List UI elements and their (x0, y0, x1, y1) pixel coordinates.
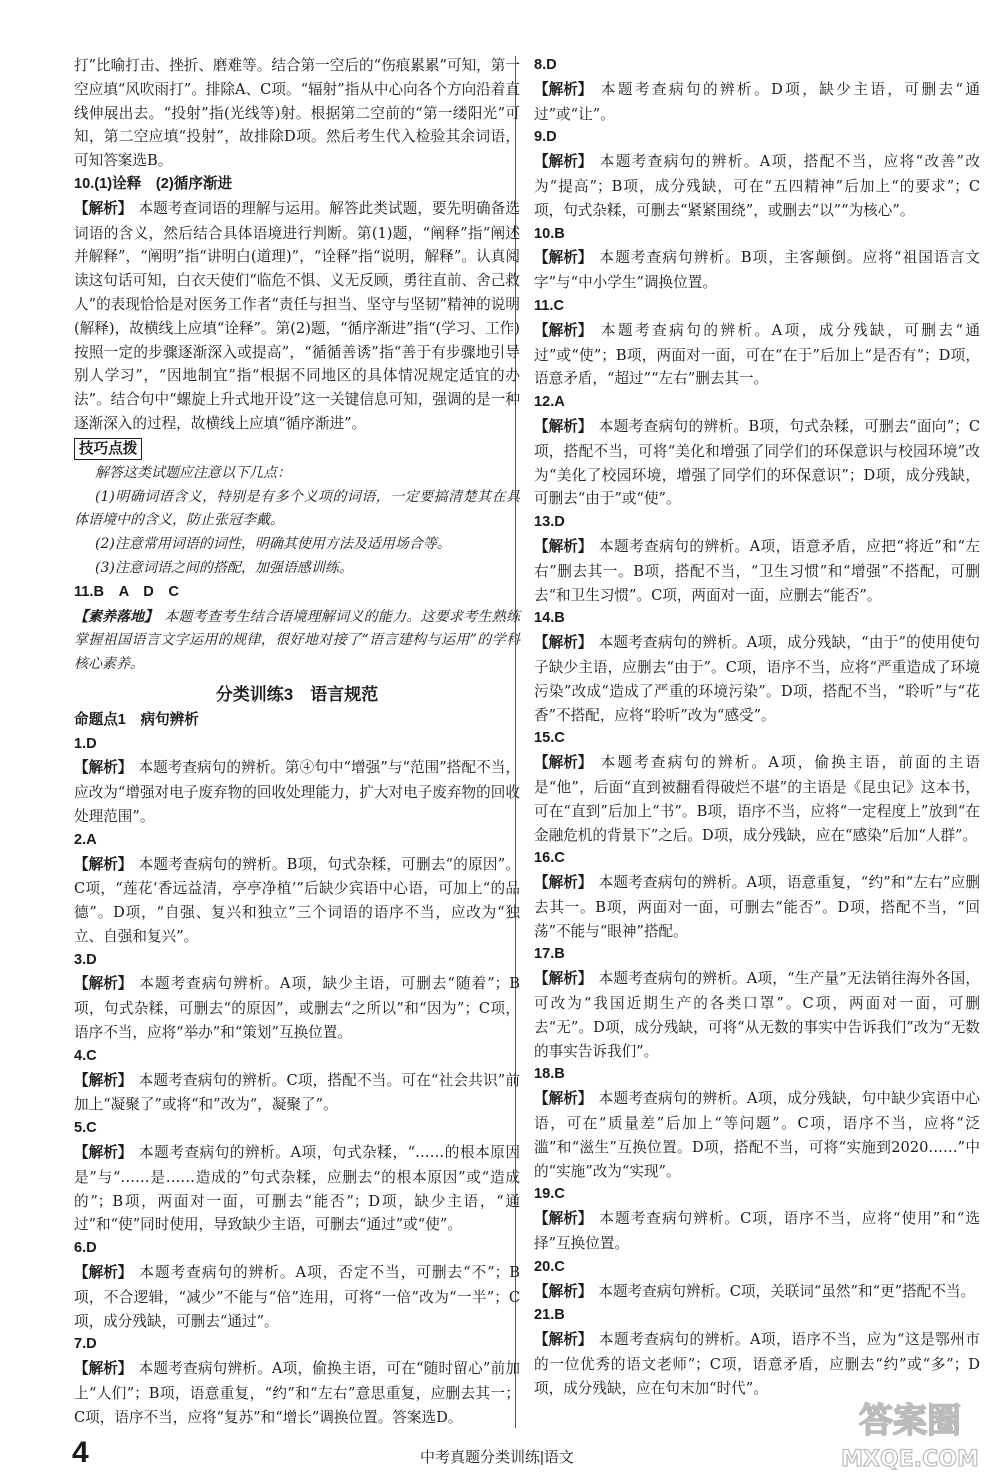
analysis-tag: 【解析】 (534, 1283, 593, 1300)
analysis-text: 本题考查病句的辨析。A项，成分残缺，句中缺少宾语中心语，可在“质量差”后加上“等问题”。C项，语序不当，应将“泛滥”和“滋生”互换位置。D项，搭配不当，可将“实施到2020……”中的“实施”改为“实现”。 (534, 1090, 980, 1180)
analysis-text: 本题考查病句的辨析。A项，句式杂糅，“……的根本原因是”与“……是……造成的”句式杂糅，应删去“的根本原因”或“造成的”；B项，两面对一面，可删去“能否”；D项，缺少主语，“通过”和“使”同时使用，导致缺少主语，可删去“通过”或“使”。 (74, 1144, 520, 1234)
question-analysis (74, 853, 520, 949)
question-answer: 1.D (74, 735, 97, 752)
question-analysis (74, 1141, 520, 1237)
analysis-tag: 【解析】 (534, 635, 593, 652)
tip-item: (3)注意词语之间的搭配，加强语感训练。 (95, 559, 353, 576)
question-analysis (534, 246, 980, 295)
literacy-text: 本题考查考生结合语境理解词义的能力。这要求考生熟练掌握祖国语言文字运用的规律，很好地对接了“语言建构与运用”的学科核心素养。 (74, 608, 520, 673)
question-answer: 4.C (74, 1047, 97, 1064)
analysis-text: 本题考查病句的辨析。A项，偷换主语，前面的主语是“他”，后面“直到被翻看得破烂不堪”的主语是《昆虫记》这本书，可在“直到”后加上“书”。B项，语序不当，应将“一定程度上”放到“在金融危机的背景下”之后。D项，成分残缺，应在“感染”后加“人群”。 (534, 754, 980, 844)
question-answer: 14.B (534, 610, 565, 627)
question-answer: 12.A (534, 394, 565, 411)
q11-analysis (74, 605, 520, 677)
q10-answer: 10.(1)诠释 (2)循序渐进 (74, 175, 233, 192)
analysis-text: 本题考查病句的辨析。A项，否定不当，可删去“不”；B项，不合逻辑，“减少”不能与“倍”连用，可将“一倍”改为“一半”；C项，成分残缺，可删去“通过”。 (74, 1264, 520, 1330)
analysis-tag: 【解析】 (534, 538, 593, 555)
question-analysis (534, 1280, 980, 1305)
analysis-tag: 【解析】 (74, 976, 133, 993)
question-analysis (534, 150, 980, 222)
question-answer: 11.C (534, 297, 565, 314)
tip-block (74, 436, 520, 581)
question-analysis (534, 967, 980, 1063)
analysis-text: 本题考查病句辨析。B项，主客颠倒。应将“祖国语言文字”与“中小学生”调换位置。 (534, 249, 980, 292)
analysis-text: 本题考查病句辨析。A项，偷换主语，可在“随时留心”前加上“人们”；B项，语意重复，“约”和“左右”意思重复，应删去其一；C项，语序不当，应将“复苏”和“增长”调换位置。答案选D。 (74, 1360, 520, 1426)
question-answer: 21.B (534, 1307, 565, 1324)
question-answer: 19.C (534, 1186, 565, 1203)
subsection-title: 命题点1 病句辨析 (74, 711, 199, 728)
question-answer: 8.D (534, 57, 557, 73)
analysis-tag: 【解析】 (74, 200, 133, 217)
question-answer: 5.C (74, 1120, 97, 1137)
question-answer: 6.D (74, 1240, 97, 1257)
question-answer: 18.B (534, 1066, 565, 1083)
q11-answer: 11.B A D C (74, 583, 179, 600)
question-answer: 9.D (534, 129, 557, 146)
left-column (74, 54, 520, 1430)
section-title: 分类训练3 语言规范 (215, 684, 379, 704)
analysis-text: 本题考查病句的辨析。A项，成分残缺，“由于”的使用使句子缺少主语，应删去“由于”。C项，语序不当，应将“严重造成了环境污染”改成“造成了严重的环境污染”。D项，搭配不当，“聆听”与“花香”不搭配，应将“聆听”改为“感受”。 (534, 634, 980, 724)
analysis-tag: 【解析】 (534, 250, 593, 267)
question-analysis (534, 415, 980, 511)
question-analysis (534, 1087, 980, 1183)
question-analysis (534, 631, 980, 727)
question-answer: 3.D (74, 951, 97, 968)
question-analysis (74, 972, 520, 1044)
analysis-tag: 【解析】 (534, 1332, 593, 1349)
question-answer: 13.D (534, 514, 565, 531)
analysis-text: 本题考查病句的辨析。A项，搭配不当，应将“改善”改为“提高”；B项，成分残缺，可在“五四精神”后加上“的要求”；C项，句式杂糅，可删去“紧紧围绕”，或删去“以”“为核心”。 (534, 153, 980, 219)
watermark-logo (840, 1392, 980, 1474)
question-analysis (534, 751, 980, 847)
question-analysis (74, 1261, 520, 1333)
analysis-tag: 【解析】 (534, 322, 593, 339)
question-analysis (534, 871, 980, 943)
question-answer: 15.C (534, 730, 565, 747)
analysis-tag: 【解析】 (534, 875, 593, 892)
analysis-tag: 【解析】 (534, 1211, 593, 1228)
analysis-tag: 【解析】 (74, 760, 133, 777)
page-number: 4 (72, 1436, 89, 1469)
analysis-text: 本题考查病句的辨析。D项，缺少主语，可删去“通过”或“让”。 (534, 80, 980, 123)
question-answer: 7.D (74, 1336, 97, 1353)
analysis-tag: 【解析】 (534, 81, 593, 98)
question-analysis (534, 1328, 980, 1400)
analysis-text: 本题考查病句的辨析。A项，成分残缺，可删去“通过”或“使”；B项，两面对一面，可在“在于”后加上“是否有”；D项，语意矛盾，“超过”“左右”删去其一。 (534, 321, 980, 388)
svg-text:MXQE.COM: MXQE.COM (841, 1447, 979, 1472)
svg-text:答案圈: 答案圈 (859, 1401, 961, 1441)
question-answer: 10.B (534, 225, 565, 242)
analysis-tag: 【解析】 (534, 154, 593, 171)
tip-item: (1)明确词语含义，特别是有多个义项的词语，一定要搞清楚其在具体语境中的含义，防止张冠李戴。 (74, 488, 520, 529)
analysis-tag: 【解析】 (74, 1361, 133, 1378)
question-analysis (74, 1069, 520, 1118)
analysis-tag: 【解析】 (534, 1091, 593, 1108)
analysis-tag: 【解析】 (74, 1072, 133, 1089)
right-items (534, 54, 980, 1401)
question-answer: 2.A (74, 831, 97, 848)
question-analysis (534, 319, 980, 391)
question-analysis (534, 1207, 980, 1256)
tip-item: (2)注意常用词语的词性，明确其使用方法及适用场合等。 (95, 536, 451, 553)
analysis-text: 本题考查病句的辨析。第④句中“增强”与“范围”搭配不当，应改为“增强对电子废弃物的回收处理能力，扩大对电子废弃物的回收处理范围”。 (74, 759, 520, 825)
literacy-tag: 【素养落地】 (74, 607, 158, 624)
analysis-text: 本题考查病句的辨析。B项，句式杂糅，可删去“的原因”。C项，“莲花‘香远益清，亭亭净植’”后缺少宾语中心语，可加上“的品德”。D项，“自强、复兴和独立”三个词语的语序不当，应改为“独立、自强和复兴”。 (74, 855, 520, 945)
question-answer: 17.B (534, 946, 565, 963)
analysis-tag: 【解析】 (74, 1265, 133, 1282)
analysis-text: 本题考查病句的辨析。B项，句式杂糅，可删去“面向”；C项，搭配不当，可将“美化和增强了同学们的环保意识与校园环境”改为“美化了校园环境，增强了同学们的环保意识”；D项，成分残缺，可删去“由于”或“使”。 (534, 417, 980, 508)
question-analysis (74, 1357, 520, 1429)
analysis-tag: 【解析】 (74, 1145, 133, 1162)
question-analysis (534, 78, 980, 127)
analysis-text: 本题考查病句辨析。C项，关联词“虽然”和“更”搭配不当。 (598, 1282, 976, 1300)
question-answer: 16.C (534, 850, 565, 867)
analysis-text: 本题考查词语的理解与运用。解答此类试题，要先明确备选词语的含义，然后结合具体语境进行判断。第(1)题，“阐释”指“阐述并解释”，“阐明”指“讲明白(道理)”，“诠释”指“说明，解释”。认真阅读这句话可知，白衣天使们“临危不惧、义无反顾，勇往直前、舍己救人”的表现恰恰是对医务工作者“责任与担当、坚守与坚韧”精神的说明(解释)，故横线上应填“诠释”。第(2)题，“循序渐进”指“(学习、工作)按照一定的步骤逐渐深入或提高”，“循循善诱”指“善于有步骤地引导别人学习”，“因地制宜”指“根据不同地区的具体情况规定适宜的办法”。结合句中“螺旋上升式地开设”这一关键信息可知，强调的是一种逐渐深入的过程，故横线上应填“循序渐进”。 (74, 199, 520, 432)
question-analysis (74, 756, 520, 828)
analysis-tag: 【解析】 (534, 418, 593, 435)
analysis-text: 本题考查病句辨析。C项，语序不当，应将“使用”和“选择”互换位置。 (534, 1210, 980, 1253)
q10-analysis (74, 197, 520, 436)
tip-label: 技巧点拨 (74, 438, 142, 460)
analysis-text: 本题考查病句的辨析。A项，“生产量”无法销往海外各国，可改为“我国近期生产的各类口罩”。C项，两面对一面，可删去“无”。D项，成分残缺，可将“从无数的事实中告诉我们”改为“无数的事实告诉我们”。 (534, 970, 980, 1060)
analysis-text: 本题考查病句的辨析。A项，语序不当，应为“这是鄂州市的一位优秀的语文老师”；C项，语意矛盾，应删去“约”或“多”；D项，成分残缺，应在句末加“时代”。 (534, 1331, 980, 1397)
analysis-text: 本题考查病句的辨析。C项，搭配不当。可在“社会共识”前加上“凝聚了”或将“和”改为“，凝聚了”。 (74, 1071, 520, 1114)
analysis-tag: 【解析】 (74, 856, 133, 873)
tip-intro: 解答这类试题应注意以下几点： (95, 464, 291, 481)
analysis-text: 本题考查病句辨析。A项，缺少主语，可删去“随着”；B项，句式杂糅，可删去“的原因”，或删去“之所以”和“因为”；C项，语序不当，应将“举办”和“策划”互换位置。 (74, 975, 520, 1042)
q9-continuation: 打”比喻打击、挫折、磨难等。结合第一空后的“伤痕累累”可知，第一空应填“风吹雨打”。排除A、C项。“辐射”指从中心向各个方向沿着直线伸展出去。“投射”指(光线等)射。根据第二空前的“第一缕阳光”可知，第二空应填“投射”，故排除D项。然后考生代入检验其余词语，可知答案选B。 (74, 57, 520, 170)
book-title: 中考真题分类训练|语文 (420, 1449, 574, 1466)
analysis-tag: 【解析】 (534, 755, 593, 772)
left-items (74, 733, 520, 1430)
question-analysis (534, 535, 980, 607)
right-column (534, 54, 980, 1401)
analysis-tag: 【解析】 (534, 971, 593, 988)
analysis-text: 本题考查病句的辨析。A项，语意矛盾，应把“将近”和“左右”删去其一。B项，搭配不当，“卫生习惯”和“增强”不搭配，可删去“和卫生习惯”。C项，两面对一面，应删去“能否”。 (534, 537, 980, 604)
question-answer: 20.C (534, 1258, 565, 1275)
analysis-text: 本题考查病句的辨析。A项，语意重复，“约”和“左右”应删去其一。B项，两面对一面，可删去“能否”。D项，搭配不当，“回荡”不能与“眼神”搭配。 (534, 874, 980, 940)
